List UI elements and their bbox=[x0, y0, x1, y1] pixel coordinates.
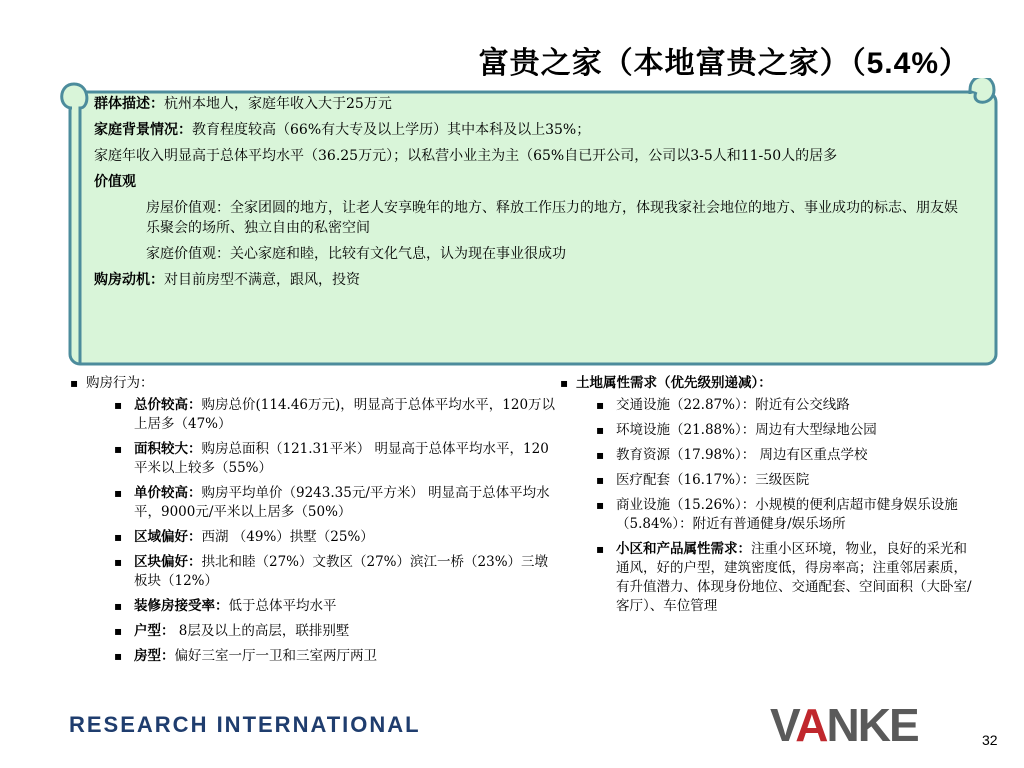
land-attribute-column bbox=[560, 374, 980, 622]
page-number: 32 bbox=[982, 732, 998, 748]
list-item: ▪ 装修房接受率：低于总体平均水平 bbox=[114, 597, 560, 616]
house-value: 房屋价值观：全家团圆的地方，让老人安享晚年的地方、释放工作压力的地方，体现我家社会地位的地方、事业成功的标志、朋友娱乐聚会的场所、独立自由的私密空间 bbox=[146, 200, 958, 236]
purchase-behavior-column bbox=[70, 374, 560, 672]
list-item: ▪ 单价较高：购房平均单价（9243.35元/平方米） 明显高于总体平均水平，9000元/平米以上居多（50%） bbox=[114, 484, 560, 522]
family-value: 家庭价值观：关心家庭和睦，比较有文化气息，认为现在事业很成功 bbox=[146, 246, 566, 262]
group-description: 群体描述：杭州本地人，家庭年收入大于25万元 bbox=[94, 96, 392, 112]
land-attribute-heading: ▪ 土地属性需求（优先级别递减）： bbox=[560, 374, 980, 393]
values-heading: 价值观 bbox=[94, 174, 136, 190]
list-item: ▪ 医疗配套（16.17%）：三级医院 bbox=[596, 471, 980, 490]
slide-title: 富贵之家（本地富贵之家）（5.4%） bbox=[478, 46, 970, 81]
purchase-behavior-heading: ▪ 购房行为： bbox=[70, 374, 560, 393]
family-background: 家庭背景情况：教育程度较高（66%有大专及以上学历）其中本科及以上35%； bbox=[94, 122, 591, 138]
research-international-logo: RESEARCH INTERNATIONAL bbox=[69, 712, 421, 737]
list-item: ▪ 商业设施（15.26%）：小规模的便利店超市健身娱乐设施（5.84%）：附近有普通健身/娱乐场所 bbox=[596, 496, 980, 534]
list-item: ▪ 教育资源（17.98%）： 周边有区重点学校 bbox=[596, 446, 980, 465]
list-item: ▪ 房型：偏好三室一厅一卫和三室两厅两卫 bbox=[114, 647, 560, 666]
list-item: ▪ 总价较高：购房总价(114.46万元)，明显高于总体平均水平，120万以上居多（47%） bbox=[114, 396, 560, 434]
list-item: ▪ 环境设施（21.88%）：周边有大型绿地公园 bbox=[596, 421, 980, 440]
vanke-logo: VANKE bbox=[770, 699, 918, 751]
list-item: ▪ 交通设施（22.87%）：附近有公交线路 bbox=[596, 396, 980, 415]
profile-scroll-box bbox=[58, 78, 998, 368]
profile-text bbox=[94, 94, 964, 296]
product-attribute-item: ▪ 小区和产品属性需求：注重小区环境，物业，良好的采光和通风，好的户型，建筑密度低，得房率高；注重邻居素质，有升值潜力、体现身份地位、交通配套、空间面积（大卧室/客厅）、车位管理 bbox=[596, 540, 980, 616]
list-item: ▪ 区块偏好：拱北和睦（27%）文教区（27%）滨江一桥（23%）三墩板块（12%） bbox=[114, 553, 560, 591]
list-item: ▪ 区域偏好：西湖 （49%）拱墅（25%） bbox=[114, 528, 560, 547]
household-income: 家庭年收入明显高于总体平均水平（36.25万元）；以私营小业主为主（65%自已开公司，公司以3-5人和11-50人的居多 bbox=[94, 148, 838, 164]
list-item: ▪ 户型： 8层及以上的高层，联排别墅 bbox=[114, 622, 560, 641]
list-item: ▪ 面积较大：购房总面积（121.31平米） 明显高于总体平均水平，120平米以上较多（55%） bbox=[114, 440, 560, 478]
purchase-motive: 购房动机：对目前房型不满意，跟风，投资 bbox=[94, 272, 360, 288]
